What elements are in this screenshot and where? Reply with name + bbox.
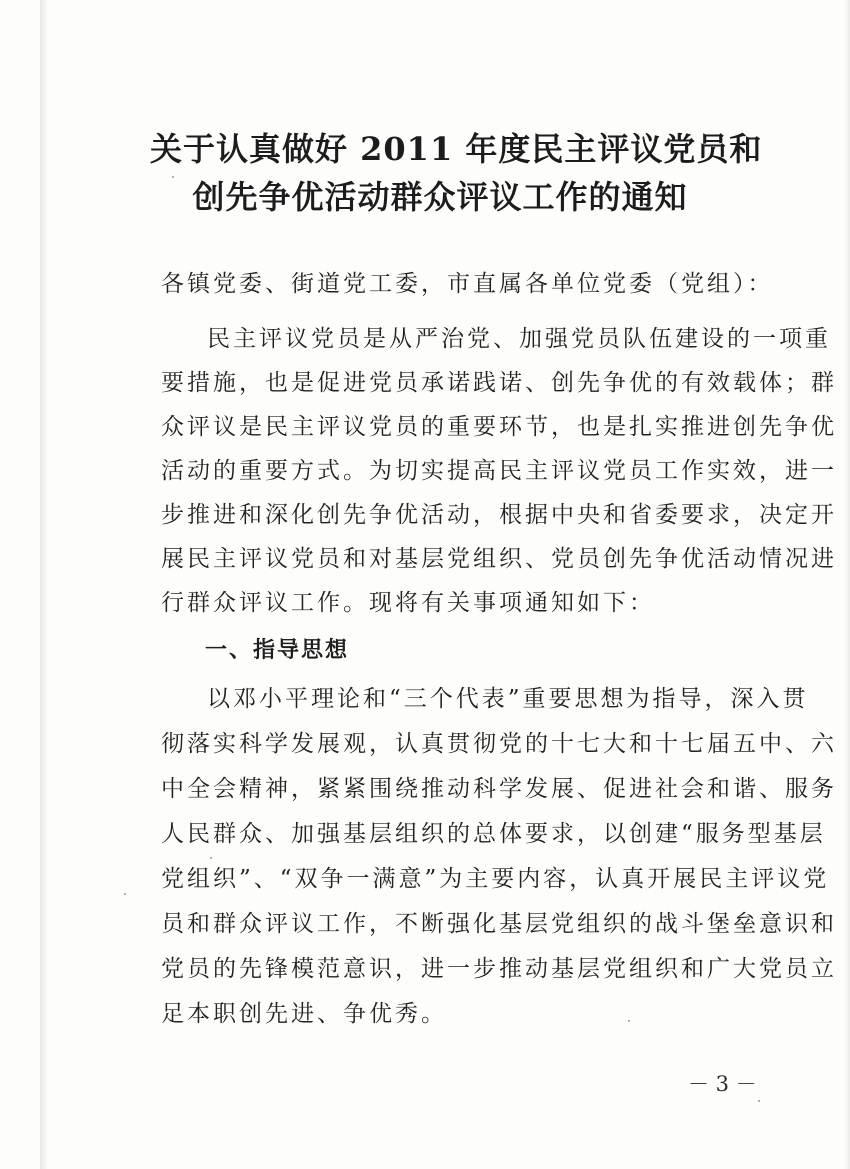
section1-line-6: 员和群众评议工作，不断强化基层党组织的战斗堡垒意识和 xyxy=(161,911,837,937)
document-title-line-2: 创先争优活动群众评议工作的通知 xyxy=(192,178,688,216)
salutation: 各镇党委、街道党工委，市直属各单位党委（党组）： xyxy=(161,271,774,297)
page-number: － 3 － xyxy=(688,1072,757,1096)
intro-line-4: 活动的重要方式。为切实提高民主评议党员工作实效，进一 xyxy=(161,458,837,484)
scan-speck xyxy=(210,857,212,859)
scan-edge-right xyxy=(844,0,850,1169)
section1-line-1: 以邓小平理论和“三个代表”重要思想为指导，深入贯 xyxy=(207,686,809,712)
section1-line-7: 党员的先锋模范意识，进一步推动基层党组织和广大党员立 xyxy=(161,956,837,982)
scan-speck xyxy=(628,1020,630,1022)
document-title-line-1: 关于认真做好 2011 年度民主评议党员和 xyxy=(150,130,763,168)
intro-line-3: 众评议是民主评议党员的重要环节，也是扎实推进创先争优 xyxy=(161,414,837,440)
scan-speck xyxy=(172,176,174,178)
section1-line-5: 党组织”、“双争一满意”为主要内容，认真开展民主评议党 xyxy=(161,866,830,892)
section1-line-4: 人民群众、加强基层组织的总体要求，以创建“服务型基层 xyxy=(161,821,826,847)
scan-speck xyxy=(758,1100,760,1102)
intro-line-7: 行群众评议工作。现将有关事项通知如下： xyxy=(161,590,655,616)
section1-line-8: 足本职创先进、争优秀。 xyxy=(161,1001,447,1027)
intro-line-5: 步推进和深化创先争优活动，根据中央和省委要求，决定开 xyxy=(161,502,837,528)
section1-line-2: 彻落实科学发展观，认真贯彻党的十七大和十七届五中、六 xyxy=(161,731,837,757)
intro-line-6: 展民主评议党员和对基层党组织、党员创先争优活动情况进 xyxy=(161,546,837,572)
intro-line-1: 民主评议党员是从严治党、加强党员队伍建设的一项重 xyxy=(207,326,831,352)
section-heading-guiding-ideology: 一、指导思想 xyxy=(205,638,350,663)
intro-line-2: 要措施，也是促进党员承诺践诺、创先争优的有效载体；群 xyxy=(161,370,837,396)
scan-edge-left xyxy=(40,0,48,1169)
scan-speck xyxy=(124,893,126,895)
section1-line-3: 中全会精神，紧紧围绕推动科学发展、促进社会和谐、服务 xyxy=(161,776,837,802)
